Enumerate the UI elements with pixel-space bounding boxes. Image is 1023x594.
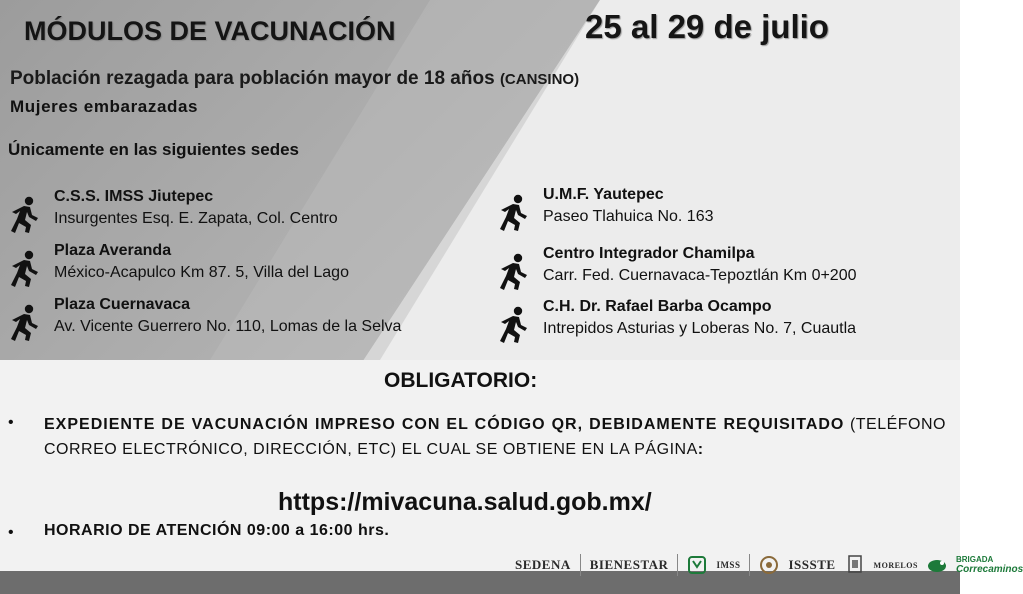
site-name: Plaza Averanda [54, 242, 172, 259]
site-name: Centro Integrador Chamilpa [543, 245, 755, 262]
site-name: C.H. Dr. Rafael Barba Ocampo [543, 298, 772, 315]
correcaminos-label: Correcaminos [955, 564, 1023, 575]
date-range: 25 al 29 de julio [585, 8, 829, 45]
bullet-marker: • [8, 524, 14, 541]
brigada-label: BRIGADA [955, 555, 994, 564]
site-name: C.S.S. IMSS Jiutepec [54, 188, 214, 205]
vaccine-name: (CANSINO) [499, 71, 580, 88]
requirement-bold-text: EXPEDIENTE DE VACUNACIÓN IMPRESO CON EL CÓDIGO QR, DEBIDAMENTE REQUISITADO [44, 416, 845, 433]
site-address: Intrepidos Asturias y Loberas No. 7, Cuautla [543, 320, 857, 337]
running-person-icon [497, 194, 529, 232]
vaccine-website-link[interactable]: https://mivacuna.salud.gob.mx/ [278, 488, 652, 516]
running-person-icon [8, 304, 40, 342]
site-name: Plaza Cuernavaca [54, 296, 191, 313]
site-address: Paseo Tlahuica No. 163 [543, 208, 714, 225]
site-address: Av. Vicente Guerrero No. 110, Lomas de la Selva [54, 318, 402, 335]
bienestar-logo: BIENESTAR [589, 557, 669, 572]
bullet-marker: • [8, 414, 14, 431]
site-address: Insurgentes Esq. E. Zapata, Col. Centro [54, 210, 338, 227]
brigada-correcaminos-logo [956, 555, 1023, 575]
brigada-roadrunner-icon [927, 555, 947, 575]
issste-logo: ISSSTE [788, 557, 836, 572]
site-name: U.M.F. Yautepec [543, 186, 664, 203]
running-person-icon [8, 196, 40, 234]
population-text: Población rezagada para población mayor de 18 años [10, 68, 495, 89]
imss-logo: IMSS [716, 560, 741, 570]
pregnant-women-line: Mujeres embarazadas [10, 97, 199, 116]
logo-divider [749, 554, 750, 576]
logo-divider [677, 554, 678, 576]
imss-eagle-icon [687, 555, 707, 575]
running-person-icon [497, 306, 529, 344]
sedena-logo: SEDENA [515, 557, 571, 572]
running-person-icon [497, 253, 529, 291]
requirement-detail-text: (TELÉFONO CORREO ELECTRÓNICO, DIRECCIÓN, ETC) EL CUAL SE OBTIENE EN LA PÁGINA [44, 416, 947, 458]
requirements-heading: OBLIGATORIO: [384, 369, 538, 392]
issste-emblem-icon [759, 555, 779, 575]
opening-hours: HORARIO DE ATENCIÓN 09:00 a 16:00 hrs. [44, 522, 390, 539]
morelos-crest-icon [845, 555, 865, 575]
population-line [10, 68, 579, 90]
requirement-colon: : [697, 441, 705, 458]
sedes-heading: Únicamente en las siguientes sedes [8, 140, 300, 159]
morelos-logo: MORELOS [873, 560, 918, 570]
site-address: México-Acapulco Km 87. 5, Villa del Lago [54, 264, 349, 281]
page-title: MÓDULOS DE VACUNACIÓN [24, 16, 396, 46]
requirement-item-record [44, 412, 946, 462]
running-person-icon [8, 250, 40, 288]
site-address: Carr. Fed. Cuernavaca-Tepoztlán Km 0+200 [543, 267, 857, 284]
logo-divider [580, 554, 581, 576]
institution-logos [515, 548, 1023, 582]
